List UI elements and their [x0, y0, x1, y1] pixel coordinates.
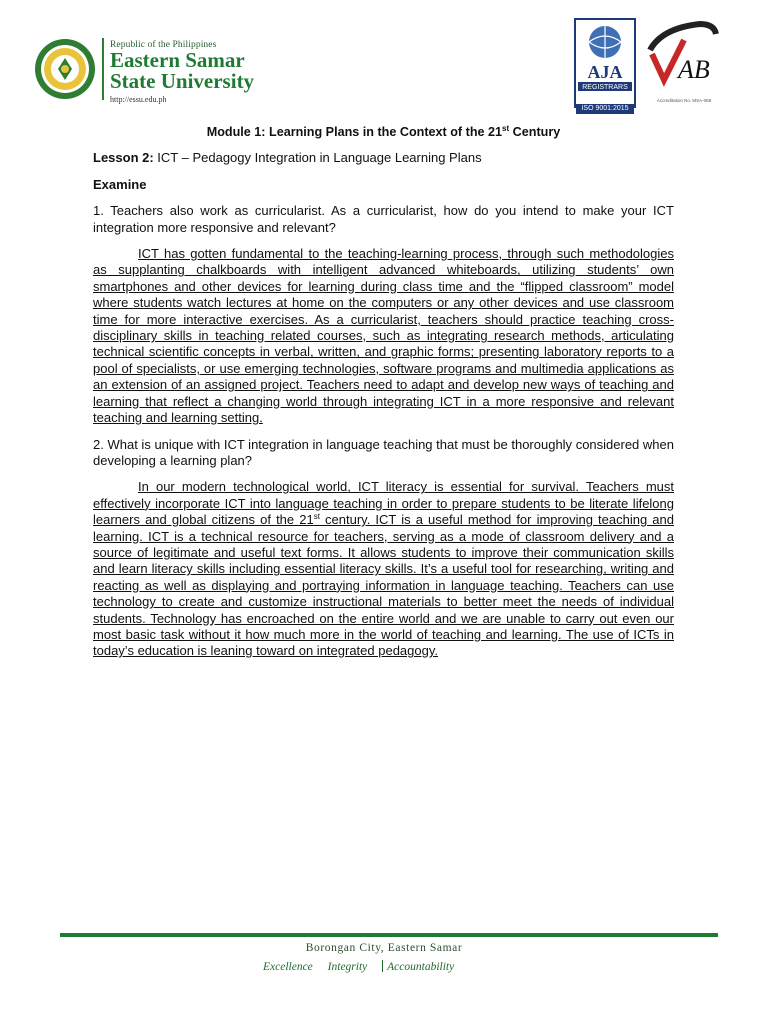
core-value-accountability: Accountability: [387, 961, 455, 973]
core-value-excellence: Excellence: [263, 961, 313, 973]
university-name-block: [110, 36, 254, 104]
module-content: [93, 124, 674, 670]
footer-divider: [60, 933, 718, 937]
aja-sub-text: REGISTRARS: [582, 84, 628, 91]
question-1: 1. Teachers also work as curricularist. As a curricularist, how do you intend to make your ICT integration more responsive and relevant?: [93, 203, 674, 235]
footer-location: Borongan City, Eastern Samar: [305, 942, 463, 954]
answer-1: ICT has gotten fundamental to the teaching-learning process, through such methodologies as supplanting chalkboards with intelligent advanced whiteboards, utilizing students’ own smartphones and other devices for learning during class time and the “flipped classroom” model where students watch lectures at home on the computers or any other devices and use classroom time for more interactive exercises. As a curricularist, teachers should practice teaching cross-disciplinary skills in teaching related courses, such as integrating research methods, articulating technical scientific concepts in verbal, written, and graphic forms; presenting laboratory reports to a pool of specialists, or use emerging technologies, software programs and multimedia applications as an extension of an assigned project. Teachers need to adapt and develop new ways of teaching and learning that reflect a changing world through integrating ICT in a more responsive and relevant teaching and learning setting.: [93, 246, 674, 426]
answer-2: In our modern technological world, ICT literacy is essential for survival. Teachers must effectively incorporate ICT into language teaching in order to prepare students to be literate lifelong learners and global citizens of the 21st century. ICT is a useful method for improving teaching and learning. ICT is a technical resource for teachers, serving as a mode of classroom delivery and a source of legitimate and useful text forms. It allows students to improve their communication skills and learn literacy skills including essential literacy skills. It’s a useful tool for researching, writing and reacting as well as displaying and portraying information in language teaching. Teachers can use technology to create and customize instructional materials to better meet the needs of individual students. Technology has encroached on the entire world and we are unable to carry out even our most basic task without it how much more in the world of teaching and learning. The use of ICTs in today’s education is leaning toward on integrated pedagogy.: [93, 479, 674, 659]
core-value-integrity: Integrity: [327, 961, 368, 973]
certification-logos: [574, 18, 724, 118]
module-title: Module 1: Learning Plans in the Context of the 21st Century: [206, 124, 561, 139]
jab-text: AB: [678, 55, 710, 84]
university-seal-logo: [34, 38, 96, 100]
jab-accreditation-logo: [644, 20, 720, 94]
university-name-line1: Eastern Samar: [110, 48, 245, 72]
republic-label: Republic of the Philippines: [110, 40, 217, 50]
university-url[interactable]: http://essu.edu.ph: [110, 95, 167, 104]
university-name-line2: State University: [110, 69, 255, 93]
question-2: 2. What is unique with ICT integration in language teaching that must be thoroughly considered when developing a learning plan?: [93, 436, 674, 468]
section-heading: Examine: [93, 176, 147, 192]
university-header: [34, 36, 254, 110]
core-value-separator: [382, 960, 383, 972]
iso-badge: ISO 9001:2015: [576, 104, 634, 114]
lesson-title: ICT – Pedagogy Integration in Language Learning Plans: [153, 150, 482, 166]
aja-text: AJA: [587, 62, 623, 82]
lesson-heading: [93, 150, 674, 166]
accreditation-number: Accreditation No. MSA-068: [656, 98, 712, 103]
aja-registrars-logo: [574, 18, 636, 110]
footer-core-values: [263, 960, 466, 973]
header-divider: [102, 38, 104, 100]
lesson-label: Lesson 2:: [93, 150, 154, 166]
